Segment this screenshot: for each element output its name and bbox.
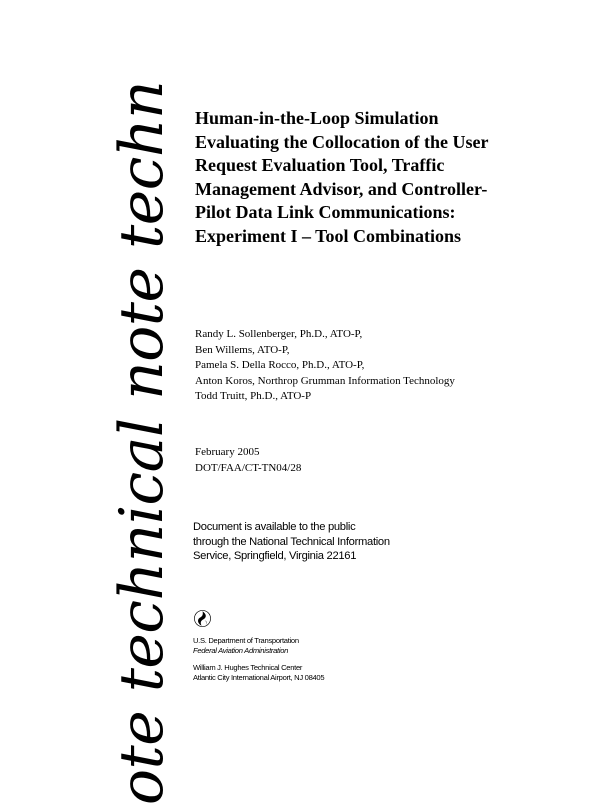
availability-line: Document is available to the public (193, 521, 356, 533)
administration-name: Federal Aviation Administration (193, 645, 289, 655)
side-banner (8, 0, 177, 805)
author: Randy L. Sollenberger, Ph.D., ATO-P, (195, 328, 363, 340)
technical-center-block (193, 663, 324, 683)
author: Pamela S. Della Rocco, Ph.D., ATO-P, (195, 359, 365, 371)
title-line: Human-in-the-Loop Simulation (195, 108, 439, 128)
report-title (195, 107, 590, 248)
dot-logo-icon (194, 610, 211, 627)
availability-statement (193, 520, 390, 564)
author: Ben Willems, ATO-P, (195, 343, 290, 356)
author-list (195, 327, 455, 405)
title-line: Request Evaluation Tool, Traffic (195, 155, 445, 175)
technical-center-name: William J. Hughes Technical Center (193, 663, 303, 672)
title-line: Experiment I – Tool Combinations (195, 225, 462, 246)
availability-line: Service, Springfield, Virginia 22161 (193, 550, 357, 562)
title-line: Pilot Data Link Communications: (195, 202, 456, 222)
title-line: Management Advisor, and Controller- (195, 178, 488, 199)
author: Anton Koros, Northrop Grumman Information Technology (195, 374, 455, 387)
side-banner-text: ote technical note techn (107, 80, 177, 805)
department-name: U.S. Department of Transportation (193, 636, 299, 645)
title-line: Evaluating the Collocation of the User (195, 131, 489, 152)
agency-block (193, 636, 299, 655)
author: Todd Truitt, Ph.D., ATO-P (195, 390, 312, 402)
report-meta (195, 445, 301, 476)
technical-center-location: Atlantic City International Airport, NJ 08405 (193, 673, 325, 682)
availability-line: through the National Technical Information (193, 535, 390, 548)
report-number: DOT/FAA/CT-TN04/28 (195, 461, 302, 474)
publication-date: February 2005 (195, 446, 260, 458)
